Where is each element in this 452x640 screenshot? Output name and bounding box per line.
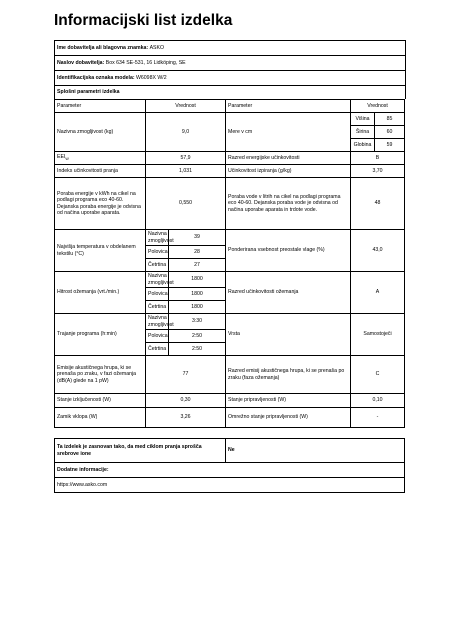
- supplier-row: [55, 41, 405, 56]
- delay-start-value: 3,26: [146, 408, 226, 428]
- col-value-header: Vrednost: [146, 100, 226, 113]
- washing-index-label: Indeks učinkovitosti pranja: [55, 165, 146, 178]
- table-row: [55, 113, 405, 126]
- temperature-quarter-label: Četrtina: [146, 259, 169, 272]
- depth-label: Globina: [351, 139, 375, 152]
- col-value2-header: Vrednost: [351, 100, 405, 113]
- website-row: [55, 478, 405, 493]
- rinsing-value: 3,70: [351, 165, 405, 178]
- noise-value: 77: [146, 356, 226, 394]
- address-value: Box 634 SE-531, 16 Lidköping, SE: [105, 59, 186, 66]
- address-row: [55, 56, 405, 71]
- networked-standby-label: Omrežno stanje pripravljenosti (W): [226, 408, 351, 428]
- spin-quarter-label: Četrtina: [146, 301, 169, 314]
- moisture-label: Ponderirana vsebnost preostale vlage (%): [226, 230, 351, 272]
- col-param-header: Parameter: [55, 100, 146, 113]
- table-row: [55, 272, 405, 288]
- temperature-half-value: 28: [169, 246, 226, 259]
- depth-value: 59: [375, 139, 405, 152]
- table-row: [55, 165, 405, 178]
- duration-half-value: 2:50: [169, 330, 226, 343]
- table-row: [55, 394, 405, 408]
- noise-class-label: Razred emisij akustičnega hrupa, ki se prenaša po zraku (faza ožemanja): [226, 356, 351, 394]
- water-consumption-value: 48: [351, 178, 405, 230]
- spin-class-label: Razred učinkovitosti ožemanja: [226, 272, 351, 314]
- eei-subscript: W: [65, 156, 69, 161]
- spin-rated-label: Nazivna zmogljivost: [146, 272, 169, 288]
- table-row: [55, 314, 405, 330]
- additional-info-label: Dodatne informacije:: [55, 463, 405, 478]
- rinsing-label: Učinkovitost izpiranja (g/kg): [226, 165, 351, 178]
- table-row: [55, 408, 405, 428]
- model-row: [55, 71, 405, 86]
- duration-quarter-value: 2:50: [169, 343, 226, 356]
- energy-class-value: B: [351, 152, 405, 165]
- height-label: Višina: [351, 113, 375, 126]
- eei-label-text: EEI: [57, 153, 66, 160]
- address-label: Naslov dobavitelja:: [57, 59, 105, 66]
- noise-label: Emisije akustičnega hrupa, ki se prenaša po zraku, v fazi ožemanja (dB(A) glede na 1 pW): [55, 356, 146, 394]
- capacity-value: 9,0: [146, 113, 226, 152]
- col-param2-header: Parameter: [226, 100, 351, 113]
- duration-rated-label: Nazivna zmogljivost: [146, 314, 169, 330]
- eei-value: 57,9: [146, 152, 226, 165]
- table-header-row: [55, 100, 405, 113]
- networked-standby-value: -: [351, 408, 405, 428]
- silver-ions-row: [55, 439, 405, 463]
- off-mode-value: 0,30: [146, 394, 226, 408]
- width-value: 60: [375, 126, 405, 139]
- delay-start-label: Zamik vklopa (W): [55, 408, 146, 428]
- temperature-label: Najvišja temperatura v obdelanem tekstilu (°C): [55, 230, 146, 272]
- off-mode-label: Stanje izključenosti (W): [55, 394, 146, 408]
- general-parameters-row: [55, 86, 405, 99]
- temperature-half-label: Polovica: [146, 246, 169, 259]
- temperature-quarter-value: 27: [169, 259, 226, 272]
- spin-quarter-value: 1800: [169, 301, 226, 314]
- supplier-label: Ime dobavitelja ali blagovna znamka:: [57, 44, 149, 51]
- supplier-block: [54, 40, 406, 99]
- duration-half-label: Polovica: [146, 330, 169, 343]
- page-title: Informacijski list izdelka: [54, 12, 233, 29]
- product-information-sheet: [54, 12, 404, 493]
- website-link[interactable]: https://www.asko.com: [55, 478, 405, 493]
- dimensions-label: Mere v cm: [226, 113, 351, 152]
- table-row: [55, 152, 405, 165]
- energy-consumption-label: Poraba energije v kWh na cikel na podlagi programa eco 40-60. Dejanska poraba energije je odvisna od načina uporabe aparata.: [55, 178, 146, 230]
- parameters-table: [54, 99, 405, 428]
- type-label: Vrsta: [226, 314, 351, 356]
- capacity-label: Nazivna zmogljivost (kg): [55, 113, 146, 152]
- additional-info-row: [55, 463, 405, 478]
- spin-rated-value: 1800: [169, 272, 226, 288]
- duration-rated-value: 3:30: [169, 314, 226, 330]
- washing-index-value: 1,031: [146, 165, 226, 178]
- footer-table: [54, 438, 405, 493]
- duration-quarter-label: Četrtina: [146, 343, 169, 356]
- spin-class-value: A: [351, 272, 405, 314]
- supplier-value: ASKO: [149, 44, 164, 51]
- table-row: [55, 178, 405, 230]
- table-row: [55, 230, 405, 246]
- moisture-value: 43,0: [351, 230, 405, 272]
- noise-class-value: C: [351, 356, 405, 394]
- height-value: 85: [375, 113, 405, 126]
- silver-ions-label: Ta izdelek je zasnovan tako, da med ciklom pranja sprošča srebrove ione: [55, 439, 226, 463]
- water-consumption-label: Poraba vode v litrih na cikel na podlagi programa eco 40-60. Dejanska poraba vode je odvisna od načina uporabe aparata in trdote vode.: [226, 178, 351, 230]
- standby-label: Stanje pripravljenosti (W): [226, 394, 351, 408]
- energy-consumption-value: 0,550: [146, 178, 226, 230]
- table-row: [55, 356, 405, 394]
- spin-half-label: Polovica: [146, 288, 169, 301]
- temperature-rated-value: 39: [169, 230, 226, 246]
- model-value: W6098X W/2: [136, 74, 167, 81]
- energy-class-label: Razred energijske učinkovitosti: [226, 152, 351, 165]
- spin-half-value: 1800: [169, 288, 226, 301]
- type-value: Samostoječi: [351, 314, 405, 356]
- standby-value: 0,10: [351, 394, 405, 408]
- width-label: Širina: [351, 126, 375, 139]
- general-parameters-label: Splošni parametri izdelka: [57, 89, 120, 96]
- temperature-rated-label: Nazivna zmogljivost: [146, 230, 169, 246]
- silver-ions-value: Ne: [226, 439, 405, 463]
- eei-label: [55, 152, 146, 165]
- spin-speed-label: Hitrost ožemanja (vrt./min.): [55, 272, 146, 314]
- duration-label: Trajanje programa (h:min): [55, 314, 146, 356]
- model-label: Identifikacijska oznaka modela:: [57, 74, 135, 81]
